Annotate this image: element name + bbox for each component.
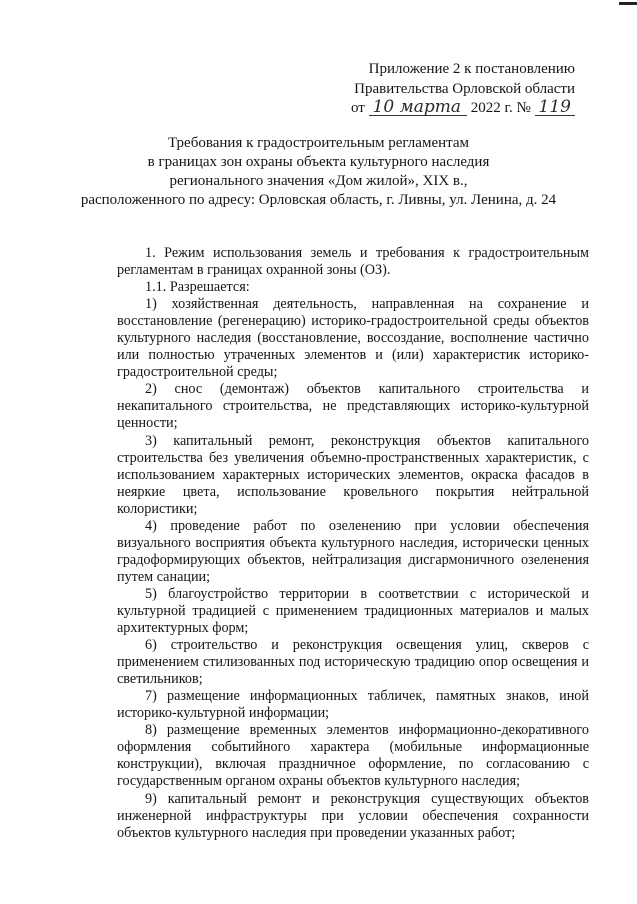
list-item-6: 6) строительство и реконструкция освещения улиц, скверов с применением стилизованных под историческую традицию опор освещения и светильников; [117, 637, 589, 688]
handwritten-date: 10 марта [369, 100, 467, 116]
subsection-heading: 1.1. Разрешается: [145, 279, 250, 296]
title-line-2: в границах зон охраны объекта культурного наследия [147, 154, 490, 170]
list-item-4: 4) проведение работ по озеленению при условии обеспечения визуального восприятия объекта культурного наследия, исторически ценных градоформирующих объектов, нейтрализация дисгармоничного озеленения путем санации; [117, 517, 589, 585]
section-1-heading: 1. Режим использования земель и требования к градостроительным регламентам в границах охранной зоны (ОЗ). [117, 245, 589, 279]
list-item-5: 5) благоустройство территории в соответствии с исторической и культурной традицией с применением традиционных материалов и малых архитектурных форм; [117, 585, 589, 637]
appendix-line-2: Правительства Орловской области [354, 80, 575, 97]
title-line-4: расположенного по адресу: Орловская область, г. Ливны, ул. Ленина, д. 24 [80, 192, 557, 208]
title-line-3: регионального значения «Дом жилой», XIX в., [169, 173, 468, 189]
appendix-year-text: 2022 г. № [470, 100, 531, 116]
appendix-date-line [275, 99, 575, 119]
list-item-3: 3) капитальный ремонт, реконструкция объектов капитального строительства без увеличения объемно-пространственных характеристик, с использованием характерных исторических элементов, окраска фасадов в неяркие цвета, использование кровельного покрытия нейтральной колористики; [117, 432, 589, 517]
appendix-header [275, 60, 575, 119]
list-item-9: 9) капитальный ремонт и реконструкция существующих объектов инженерной инфраструктуры при условии обеспечения сохранности объектов культурного наследия при проведении указанных работ; [117, 790, 589, 841]
title-line-1: Требования к градостроительным регламентам [167, 135, 470, 151]
list-item-7: 7) размещение информационных табличек, памятных знаков, иной историко-культурной информации; [117, 688, 589, 722]
list-item-8: 8) размещение временных элементов информационно-декоративного оформления событийного характера (мобильные информационные конструкции), включая праздничное оформление, по согласованию с государственным органом охраны объектов культурного наследия; [117, 722, 589, 790]
appendix-from-label: от [351, 100, 365, 116]
appendix-line-1: Приложение 2 к постановлению [368, 61, 575, 77]
list-item-2: 2) снос (демонтаж) объектов капитального строительства и некапитального строительства, не представляющих историко-культурной ценности; [117, 381, 589, 432]
scan-edge-mark [619, 2, 637, 5]
document-body [117, 245, 589, 842]
document-title [0, 134, 637, 210]
list-item-1: 1) хозяйственная деятельность, направленная на сохранение и восстановление (регенерацию) историко-градостроительной среды объектов культурного наследия (восстановление, воссоздание, восполнение частично или полностью утраченных элементов и (или) характеристик историко-градостроительной среды; [117, 296, 589, 381]
handwritten-number: 119 [535, 100, 575, 116]
